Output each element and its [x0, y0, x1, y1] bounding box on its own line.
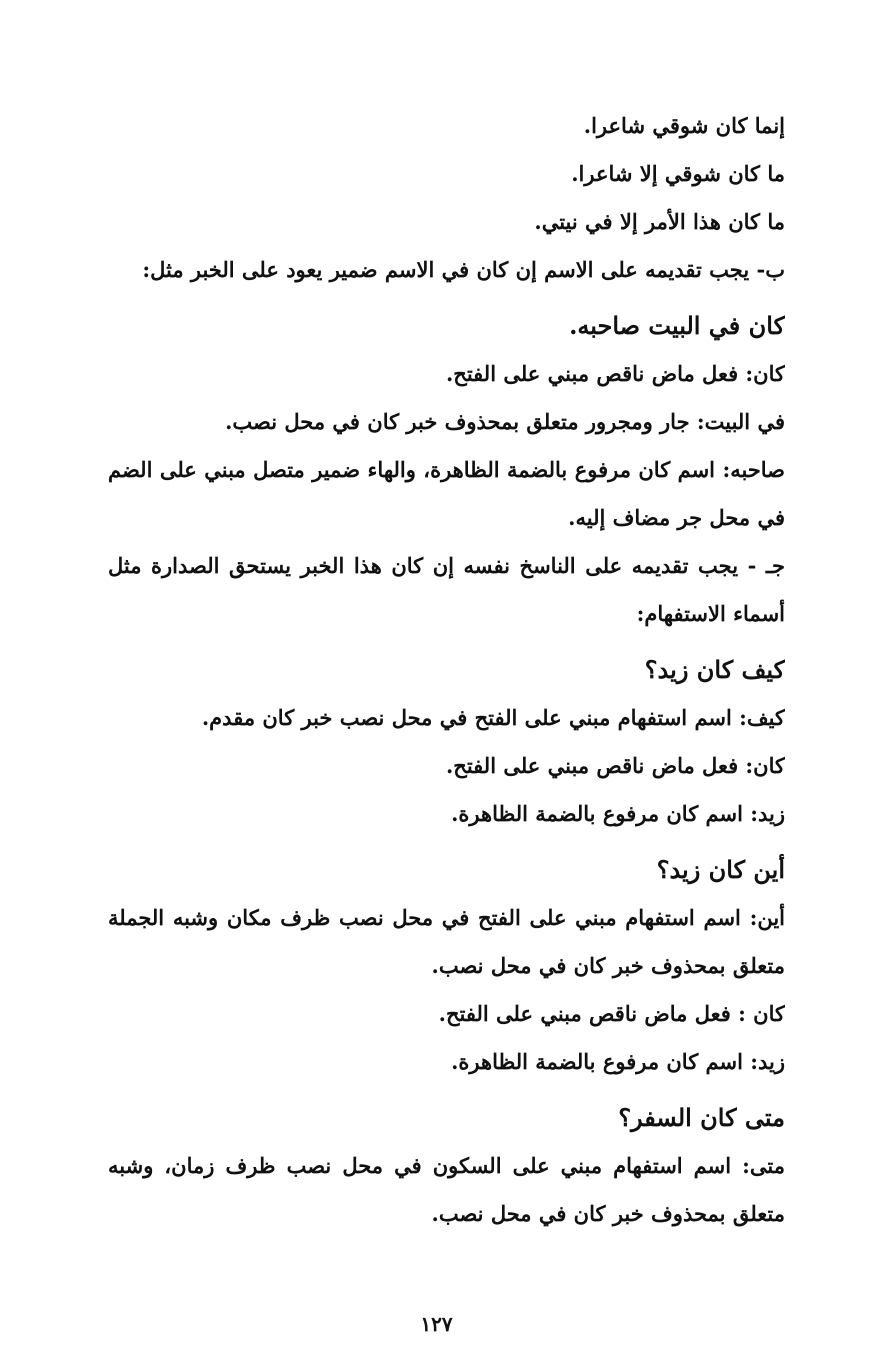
example-heading: كان في البيت صاحبه.: [569, 311, 785, 340]
text-line: جـ - يجب تقديمه على الناسخ نفسه إن كان هذا الخبر يستحق الصدارة مثل: [108, 553, 785, 578]
text-line: ما كان شوقي إلا شاعرا.: [571, 161, 785, 186]
text-line: متعلق بمحذوف خبر كان في محل نصب.: [431, 953, 785, 978]
text-line: في البيت: جار ومجرور متعلق بمحذوف خبر كان في محل نصب.: [225, 409, 785, 434]
text-line: زيد: اسم كان مرفوع بالضمة الظاهرة.: [451, 1049, 785, 1074]
page-text: [108, 102, 785, 1238]
text-line: كان : فعل ماض ناقص مبني على الفتح.: [438, 1001, 785, 1026]
text-line: صاحبه: اسم كان مرفوع بالضمة الظاهرة، والهاء ضمير متصل مبني على الضم: [108, 457, 785, 482]
text-line: كان: فعل ماض ناقص مبني على الفتح.: [445, 753, 785, 778]
page-number: ١٢٧: [420, 1312, 453, 1336]
text-line: أين: اسم استفهام مبني على الفتح في محل نصب ظرف مكان وشبه الجملة: [108, 905, 785, 930]
text-line: متعلق بمحذوف خبر كان في محل نصب.: [431, 1201, 785, 1226]
text-line: ما كان هذا الأمر إلا في نيتي.: [534, 209, 785, 234]
text-line: كان: فعل ماض ناقص مبني على الفتح.: [445, 361, 785, 386]
text-line: زيد: اسم كان مرفوع بالضمة الظاهرة.: [451, 801, 785, 826]
text-line: كيف: اسم استفهام مبني على الفتح في محل نصب خبر كان مقدم.: [201, 705, 785, 730]
text-line: إنما كان شوقي شاعرا.: [583, 113, 785, 138]
example-heading: أين كان زيد؟: [656, 855, 785, 884]
example-heading: متى كان السفر؟: [618, 1103, 785, 1132]
text-line: متى: اسم استفهام مبني على السكون في محل نصب ظرف زمان، وشبه: [108, 1153, 785, 1178]
text-line: ب- يجب تقديمه على الاسم إن كان في الاسم ضمير يعود على الخبر مثل:: [142, 257, 785, 282]
text-line: أسماء الاستفهام:: [636, 601, 785, 626]
example-heading: كيف كان زيد؟: [644, 655, 785, 684]
text-line: في محل جر مضاف إليه.: [568, 505, 785, 530]
